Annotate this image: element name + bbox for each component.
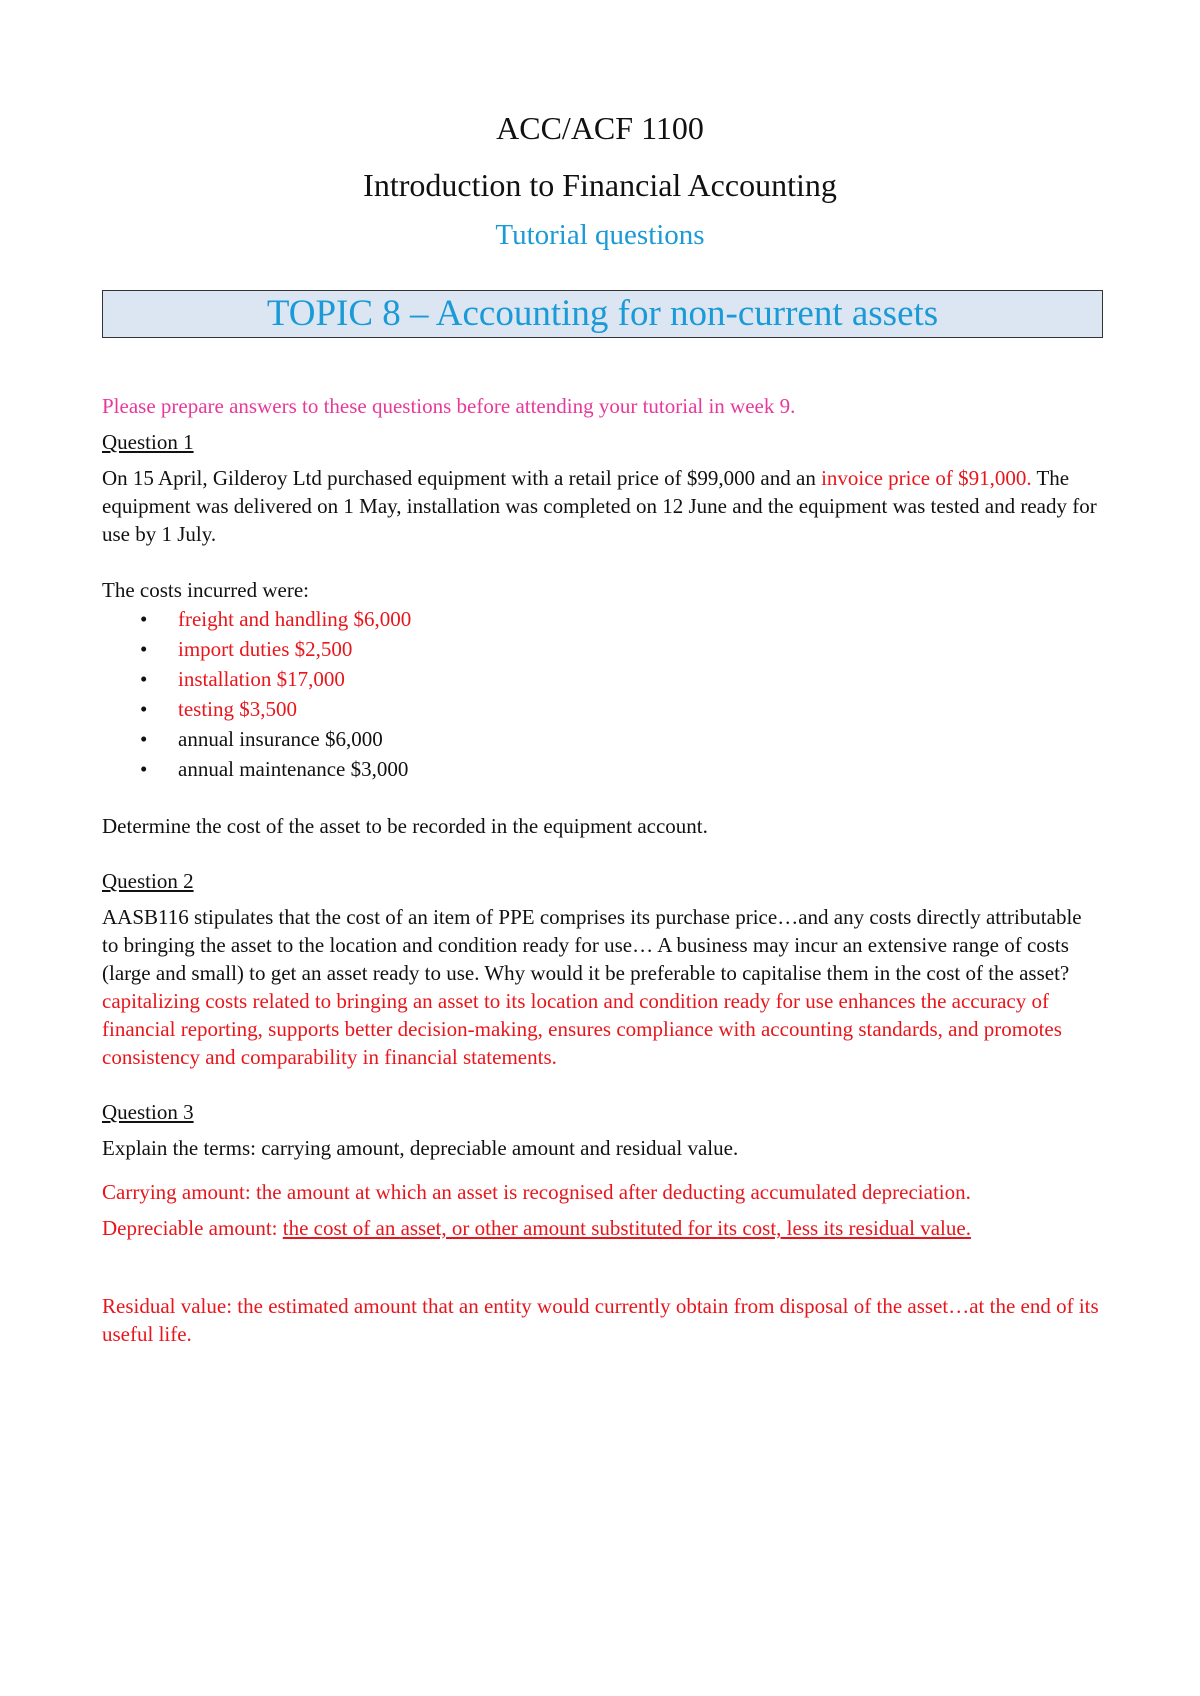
question-3-heading: Question 3 — [102, 1100, 194, 1124]
question-1-invoice-highlight: invoice price of $91,000. — [821, 466, 1032, 490]
question-1-task: Determine the cost of the asset to be recorded in the equipment account. — [102, 814, 708, 838]
depreciable-amount-answer — [102, 1214, 1102, 1242]
bullet-icon: • — [140, 607, 148, 631]
cost-item-text: freight and handling $6,000 — [178, 607, 412, 631]
question-1-heading: Question 1 — [102, 430, 194, 454]
bullet-icon: • — [140, 637, 148, 661]
costs-intro: The costs incurred were: — [102, 578, 309, 602]
question-2-text: AASB116 stipulates that the cost of an item of PPE comprises its purchase price…and any costs directly attributable to bringing the asset to the location and condition ready for use… A business may incur an extensive range of costs (large and small) to get an asset ready to use. Why would it be preferable to capitalise them in the cost of the asset? — [102, 905, 1082, 985]
question-1-text-end: The equipment was delivered on 1 May, installation was completed on 12 June and the equipment was tested and ready for use by 1 July. — [102, 466, 1097, 546]
cost-item-text: testing $3,500 — [178, 697, 297, 721]
list-item — [122, 664, 1102, 694]
bullet-icon: • — [140, 667, 148, 691]
list-item — [122, 604, 1102, 634]
intro-note: Please prepare answers to these questions before attending your tutorial in week 9. — [102, 394, 796, 418]
residual-value-answer: Residual value: the estimated amount that an entity would currently obtain from disposal of the asset…at the end of its useful life. — [102, 1294, 1099, 1346]
depreciable-amount-label: Depreciable amount: — [102, 1216, 283, 1240]
list-item — [122, 754, 1102, 784]
document-body — [102, 392, 1102, 1348]
list-item — [122, 724, 1102, 754]
bullet-icon: • — [140, 697, 148, 721]
cost-item-text: annual maintenance $3,000 — [178, 757, 409, 781]
course-code: ACC/ACF 1100 — [496, 110, 704, 146]
question-1-text — [102, 464, 1102, 548]
document-header — [0, 108, 1200, 253]
question-2-answer: capitalizing costs related to bringing an asset to its location and condition ready for use enhances the accuracy of financial reporting, supports better decision-making, ensures compliance with accounting standards, and promotes consistency and comparability in financial statements. — [102, 989, 1062, 1069]
question-3-text: Explain the terms: carrying amount, depreciable amount and residual value. — [102, 1136, 739, 1160]
list-item — [122, 694, 1102, 724]
cost-item-text: annual insurance $6,000 — [178, 727, 383, 751]
topic-banner — [102, 290, 1103, 338]
costs-list — [102, 604, 1102, 784]
bullet-icon: • — [140, 727, 148, 751]
topic-title: TOPIC 8 – Accounting for non-current assets — [266, 293, 939, 334]
bullet-icon: • — [140, 757, 148, 781]
list-item — [122, 634, 1102, 664]
carrying-amount-answer: Carrying amount: the amount at which an asset is recognised after deducting accumulated depreciation. — [102, 1180, 971, 1204]
cost-item-text: installation $17,000 — [178, 667, 345, 691]
course-title: Introduction to Financial Accounting — [363, 167, 837, 203]
question-2-heading: Question 2 — [102, 869, 194, 893]
question-1-text-start: On 15 April, Gilderoy Ltd purchased equipment with a retail price of $99,000 and an — [102, 466, 822, 490]
cost-item-text: import duties $2,500 — [178, 637, 353, 661]
subtitle: Tutorial questions — [495, 219, 705, 251]
depreciable-amount-definition: the cost of an asset, or other amount substituted for its cost, less its residual value. — [282, 1216, 971, 1240]
